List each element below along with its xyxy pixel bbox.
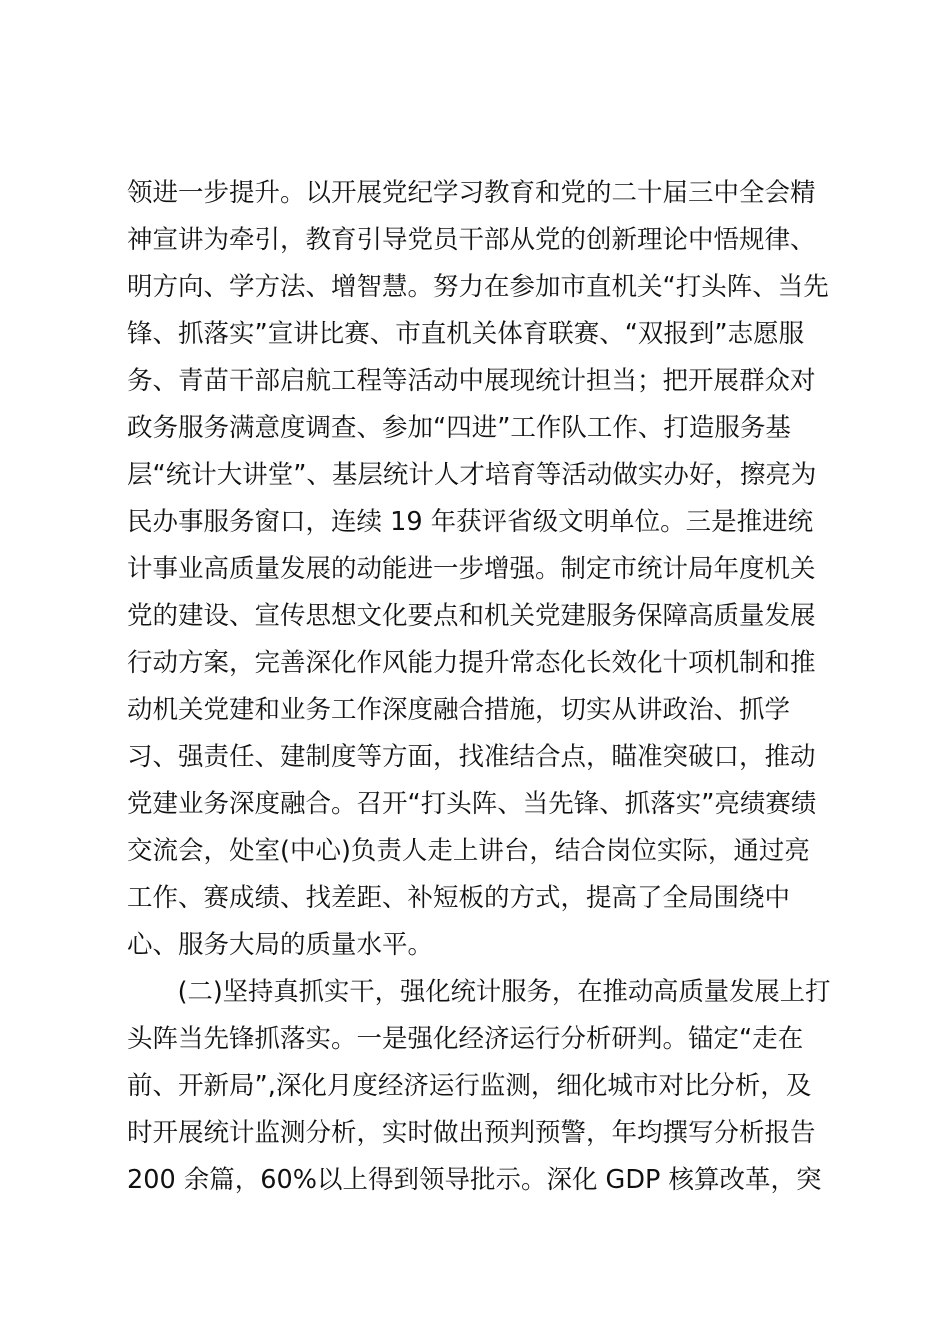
text-line-5: 务、青苗干部启航工程等活动中展现统计担当；把开展群众对 bbox=[127, 366, 816, 396]
text-line-2: 神宣讲为牵引，教育引导党员干部从党的创新理论中悟规律、 bbox=[127, 225, 816, 255]
text-line-1: 领进一步提升。以开展党纪学习教育和党的二十届三中全会精 bbox=[127, 178, 816, 208]
text-line-11: 行动方案，完善深化作风能力提升常态化长效化十项机制和推 bbox=[127, 648, 816, 678]
text-line-20: 前、开新局”,深化月度经济运行监测，细化城市对比分析，及 bbox=[127, 1071, 812, 1101]
text-line-10: 党的建设、宣传思想文化要点和机关党建服务保障高质量发展 bbox=[127, 601, 816, 631]
text-line-21: 时开展统计监测分析，实时做出预判预警，年均撰写分析报告 bbox=[127, 1118, 816, 1148]
text-line-14: 党建业务深度融合。召开“打头阵、当先锋、抓落实”亮绩赛绩 bbox=[127, 789, 817, 819]
text-line-4: 锋、抓落实”宣讲比赛、市直机关体育联赛、“双报到”志愿服 bbox=[127, 319, 805, 349]
text-line-16: 工作、赛成绩、找差距、补短板的方式，提高了全局围绕中 bbox=[127, 883, 791, 913]
text-line-15: 交流会，处室(中心)负责人走上讲台，结合岗位实际，通过亮 bbox=[127, 836, 810, 866]
text-line-9: 计事业高质量发展的动能进一步增强。制定市统计局年度机关 bbox=[127, 554, 816, 584]
text-line-17: 心、服务大局的质量水平。 bbox=[127, 930, 434, 960]
text-line-22: 200 余篇，60%以上得到领导批示。深化 GDP 核算改革，突 bbox=[127, 1165, 822, 1195]
text-line-7: 层“统计大讲堂”、基层统计人才培育等活动做实办好，擦亮为 bbox=[127, 460, 817, 490]
text-line-6: 政务服务满意度调查、参加“四进”工作队工作、打造服务基 bbox=[127, 413, 791, 443]
text-line-19: 头阵当先锋抓落实。一是强化经济运行分析研判。锚定“走在 bbox=[127, 1024, 804, 1054]
text-line-3: 明方向、学方法、增智慧。努力在参加市直机关“打头阵、当先 bbox=[127, 272, 829, 302]
text-line-12: 动机关党建和业务工作深度融合措施，切实从讲政治、抓学 bbox=[127, 695, 791, 725]
section-heading-line: (二)坚持真抓实干，强化统计服务，在推动高质量发展上打 bbox=[127, 977, 831, 1007]
text-line-13: 习、强责任、建制度等方面，找准结合点，瞄准突破口，推动 bbox=[127, 742, 816, 772]
text-line-8: 民办事服务窗口，连续 19 年获评省级文明单位。三是推进统 bbox=[127, 507, 814, 537]
